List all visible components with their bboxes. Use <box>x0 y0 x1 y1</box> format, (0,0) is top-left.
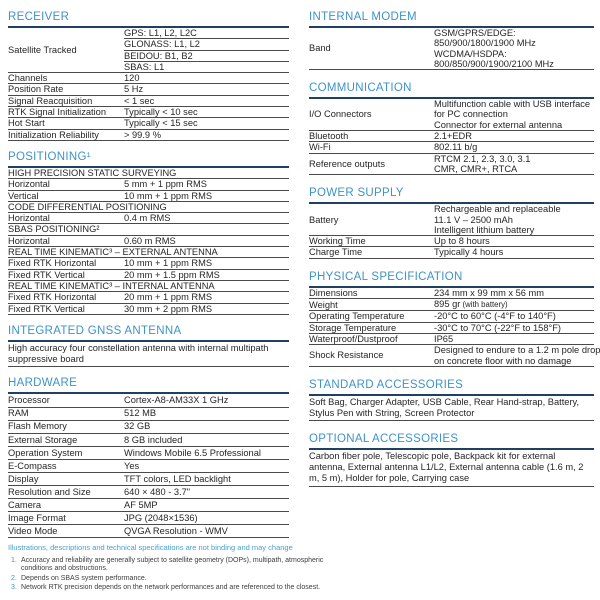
spec-label: Fixed RTK Vertical <box>8 269 85 280</box>
spec-label: Resolution and Size <box>8 486 91 497</box>
spec-value-line: 11.1 V – 2500 mAh <box>434 214 513 225</box>
spec-label: RAM <box>8 408 29 419</box>
spec-value: 5 mm + 1 ppm RMS <box>124 179 207 190</box>
spec-label: Position Rate <box>8 84 64 95</box>
spec-label: Dimensions <box>309 287 358 298</box>
spec-value: 0.60 m RMS <box>124 235 176 246</box>
spec-label: Operating Temperature <box>309 311 405 322</box>
spec-table <box>8 394 289 538</box>
section-text: Soft Bag, Charger Adapter, USB Cable, Rear Hand-strap, Battery, Stylus Pen with String, Screen Protector <box>309 396 594 422</box>
spec-row <box>8 447 289 460</box>
section-text: Carbon fiber pole, Telescopic pole, Backpack kit for external antenna, External antenna L1/L2, External antenna cable (1.6 m, 2 m, 5 m), Holder for pole, Carrying case <box>309 450 594 486</box>
section-title: HARDWARE <box>8 378 289 394</box>
spec-value-line: Rechargeable and replaceable <box>434 204 561 215</box>
spec-value-line: 850/900/1800/1900 MHz <box>434 38 536 49</box>
spec-value: 640 × 480 - 3.7" <box>124 486 191 497</box>
spec-value: 0.4 m RMS <box>124 213 171 224</box>
table-subheader: SBAS POSITIONING² <box>8 224 289 235</box>
disclaimer-text: Illustrations, descriptions and technical specifications are not binding and may change <box>8 543 293 552</box>
spec-subvalue: SBAS: L1 <box>124 61 165 72</box>
spec-row <box>309 142 594 153</box>
spec-value: 20 mm + 1.5 ppm RMS <box>124 269 220 280</box>
spec-value: 120 <box>124 73 140 84</box>
section-optional-accessories <box>309 434 594 486</box>
section-integrated-gnss-antenna <box>8 326 289 368</box>
spec-value: Typically < 10 sec <box>124 107 198 118</box>
spec-row <box>8 486 289 499</box>
spec-value: Up to 8 hours <box>434 236 490 247</box>
spec-label: Processor <box>8 395 50 406</box>
spec-label: Wi-Fi <box>309 142 331 153</box>
footnote <box>8 584 330 592</box>
spec-value: 2.1+EDR <box>434 131 472 142</box>
spec-value: 30 mm + 2 ppm RMS <box>124 303 213 314</box>
section-internal-modem <box>309 12 594 70</box>
section-positioning <box>8 152 289 315</box>
footnote-number: 1. <box>11 557 17 564</box>
spec-row <box>8 304 289 315</box>
section-receiver <box>8 12 289 141</box>
spec-row <box>8 499 289 512</box>
spec-row <box>8 460 289 473</box>
spec-label: E-Compass <box>8 460 57 471</box>
spec-value-line: Intelligent lithium battery <box>434 224 535 235</box>
spec-label: Weight <box>309 299 338 310</box>
spec-label: Hot Start <box>8 118 45 129</box>
spec-label: Charge Time <box>309 247 363 258</box>
spec-value-note: (with battery) <box>460 300 508 310</box>
spec-value <box>434 99 594 130</box>
table-subheader: REAL TIME KINEMATIC³ – INTERNAL ANTENNA <box>8 281 289 292</box>
spec-value: 10 mm + 1 ppm RMS <box>124 258 213 269</box>
footnote-text: Network RTK precision depends on the network performances and are referenced to the closest. <box>21 584 321 592</box>
spec-row <box>8 130 289 141</box>
spec-row <box>8 421 289 434</box>
section-title: STANDARD ACCESSORIES <box>309 380 594 396</box>
spec-label: External Storage <box>8 434 78 445</box>
spec-value <box>434 345 600 366</box>
spec-value: < 1 sec <box>124 95 155 106</box>
spec-value: Yes <box>124 460 140 471</box>
spec-label: Image Format <box>8 513 66 524</box>
footnotes-list <box>8 557 330 593</box>
spec-table <box>8 168 289 315</box>
section-title: OPTIONAL ACCESSORIES <box>309 434 594 450</box>
spec-value: Typically < 15 sec <box>124 118 198 129</box>
section-power-supply <box>309 188 594 258</box>
table-subheader: REAL TIME KINEMATIC³ – EXTERNAL ANTENNA <box>8 247 289 258</box>
spec-row <box>8 512 289 525</box>
spec-value-line: on concrete floor with no damage <box>434 355 572 366</box>
spec-subvalue: GPS: L1, L2, L2C <box>124 28 289 39</box>
spec-row <box>8 525 289 538</box>
spec-row <box>309 99 594 131</box>
spec-label: Vertical <box>8 190 39 201</box>
spec-row <box>309 236 594 247</box>
spec-row <box>8 28 289 73</box>
table-subheader: HIGH PRECISION STATIC SURVEYING <box>8 168 289 179</box>
spec-label: Signal Reacquisition <box>8 95 93 106</box>
section-title: INTERNAL MODEM <box>309 12 594 28</box>
footnote <box>8 575 330 583</box>
spec-value-line: for PC connection <box>434 109 508 120</box>
spec-label: Fixed RTK Horizontal <box>8 292 97 303</box>
spec-value: -20°C to 60°C (-4°F to 140°F) <box>434 311 556 322</box>
spec-value-line: GSM/GPRS/EDGE: <box>434 28 516 38</box>
spec-label: Fixed RTK Horizontal <box>8 258 97 269</box>
section-standard-accessories <box>309 380 594 422</box>
spec-value-line: RTCM 2.1, 2.3, 3.0, 3.1 <box>434 153 531 164</box>
spec-value-line: Multifunction cable with USB interface <box>434 99 591 110</box>
spec-table <box>8 28 289 141</box>
spec-value <box>434 204 594 235</box>
spec-value: 895 gr (with battery) <box>434 299 508 310</box>
footnote-text: Accuracy and reliability are generally subject to satellite geometry (DOPs), multipath, atmospheric conditions and obstructions. <box>21 557 324 573</box>
spec-row <box>309 323 594 334</box>
spec-label: Video Mode <box>8 526 58 537</box>
spec-row <box>8 473 289 486</box>
spec-label: Operation System <box>8 447 83 458</box>
spec-value: TFT colors, LED backlight <box>124 473 231 484</box>
spec-row <box>309 334 594 345</box>
spec-value: > 99.9 % <box>124 129 161 140</box>
spec-label: Horizontal <box>8 213 50 224</box>
spec-row <box>309 28 594 70</box>
section-physical-specification <box>309 270 600 367</box>
section-text: High accuracy four constellation antenna with internal multipath suppressive board <box>8 342 289 368</box>
table-subheader: CODE DIFFERENTIAL POSITIONING <box>8 202 289 213</box>
spec-value: -30°C to 70°C (-22°F to 158°F) <box>434 322 561 333</box>
spec-value: 234 mm x 99 mm x 56 mm <box>434 287 545 298</box>
spec-label: Storage Temperature <box>309 322 397 333</box>
spec-subvalue: BEIDOU: B1, B2 <box>124 51 289 62</box>
spec-label: Reference outputs <box>309 158 385 169</box>
spec-row <box>8 270 289 281</box>
spec-row <box>8 118 289 129</box>
spec-label: Flash Memory <box>8 421 67 432</box>
section-title: INTEGRATED GNSS ANTENNA <box>8 326 289 342</box>
spec-row <box>309 299 594 311</box>
spec-value: Typically 4 hours <box>434 247 504 258</box>
spec-value: Cortex-A8-AM33X 1 GHz <box>124 395 229 406</box>
spec-row <box>8 394 289 407</box>
spec-label: Working Time <box>309 236 366 247</box>
spec-row <box>309 345 600 367</box>
spec-label: Satellite Tracked <box>8 44 77 55</box>
spec-column-right <box>309 11 600 500</box>
spec-label: I/O Connectors <box>309 109 372 120</box>
spec-row <box>8 434 289 447</box>
spec-label: Bluetooth <box>309 131 349 142</box>
footnote-text: Depends on SBAS system performance. <box>21 574 147 582</box>
spec-value <box>124 28 289 72</box>
spec-row <box>309 154 594 176</box>
spec-label: Waterproof/Dustproof <box>309 333 398 344</box>
spec-row <box>8 191 289 202</box>
section-title: RECEIVER <box>8 12 289 28</box>
spec-row <box>8 236 289 247</box>
spec-table <box>309 287 600 367</box>
spec-value: AF 5MP <box>124 499 158 510</box>
section-title: COMMUNICATION <box>309 83 594 99</box>
spec-row <box>309 247 594 258</box>
footer-area <box>8 543 438 594</box>
spec-row <box>309 131 594 142</box>
spec-row <box>8 408 289 421</box>
spec-row <box>8 213 289 224</box>
spec-row <box>8 73 289 84</box>
spec-label: Display <box>8 473 39 484</box>
spec-row <box>8 84 289 95</box>
spec-value: 20 mm + 1 ppm RMS <box>124 292 213 303</box>
spec-row <box>8 179 289 190</box>
spec-value <box>434 28 594 69</box>
spec-label: Horizontal <box>8 235 50 246</box>
spec-column-left <box>8 12 289 549</box>
spec-label: Band <box>309 43 331 54</box>
section-title: PHYSICAL SPECIFICATION <box>309 272 594 288</box>
spec-value: Windows Mobile 6.5 Professional <box>124 447 261 458</box>
spec-label: Shock Resistance <box>309 350 384 361</box>
footnote-number: 3. <box>11 584 17 592</box>
spec-table <box>309 99 594 175</box>
spec-label: Horizontal <box>8 179 50 190</box>
spec-value-line: Connector for external antenna <box>434 119 563 130</box>
spec-value: IP65 <box>434 333 454 344</box>
spec-label: Camera <box>8 499 42 510</box>
section-hardware <box>8 378 289 538</box>
spec-value-line: WCDMA/HSDPA: <box>434 48 507 59</box>
spec-row <box>8 258 289 269</box>
spec-value: JPG (2048×1536) <box>124 513 198 524</box>
footnote-number: 2. <box>11 574 17 582</box>
spec-subvalue: GLONASS: L1, L2 <box>124 39 289 50</box>
spec-value: 32 GB <box>124 421 151 432</box>
spec-value: 512 MB <box>124 408 157 419</box>
spec-label: Channels <box>8 73 48 84</box>
spec-value <box>434 154 594 175</box>
spec-label: Initialization Reliability <box>8 129 99 140</box>
spec-row <box>8 96 289 107</box>
section-communication <box>309 83 594 175</box>
spec-value: 8 GB included <box>124 434 183 445</box>
footnote <box>8 557 330 574</box>
spec-value-line: 800/850/900/1900/2100 MHz <box>434 58 554 69</box>
spec-value: 5 Hz <box>124 84 144 95</box>
section-title: POSITIONING¹ <box>8 152 289 168</box>
spec-label: Fixed RTK Vertical <box>8 303 85 314</box>
spec-table <box>309 204 594 258</box>
spec-row <box>309 204 594 236</box>
spec-label: RTK Signal Initialization <box>8 107 107 118</box>
spec-row <box>309 288 594 299</box>
spec-row <box>8 107 289 118</box>
spec-label: Battery <box>309 214 339 225</box>
spec-table <box>309 28 594 70</box>
spec-value-line: CMR, CMR+, RTCA <box>434 163 518 174</box>
spec-row <box>309 311 594 322</box>
spec-value: QVGA Resolution - WMV <box>124 526 228 537</box>
spec-row <box>8 292 289 303</box>
spec-value-line: Designed to endure to a 1.2 m pole drop <box>434 345 600 356</box>
spec-value: 10 mm + 1 ppm RMS <box>124 190 213 201</box>
spec-value: 802.11 b/g <box>434 142 478 153</box>
section-title: POWER SUPPLY <box>309 188 594 204</box>
